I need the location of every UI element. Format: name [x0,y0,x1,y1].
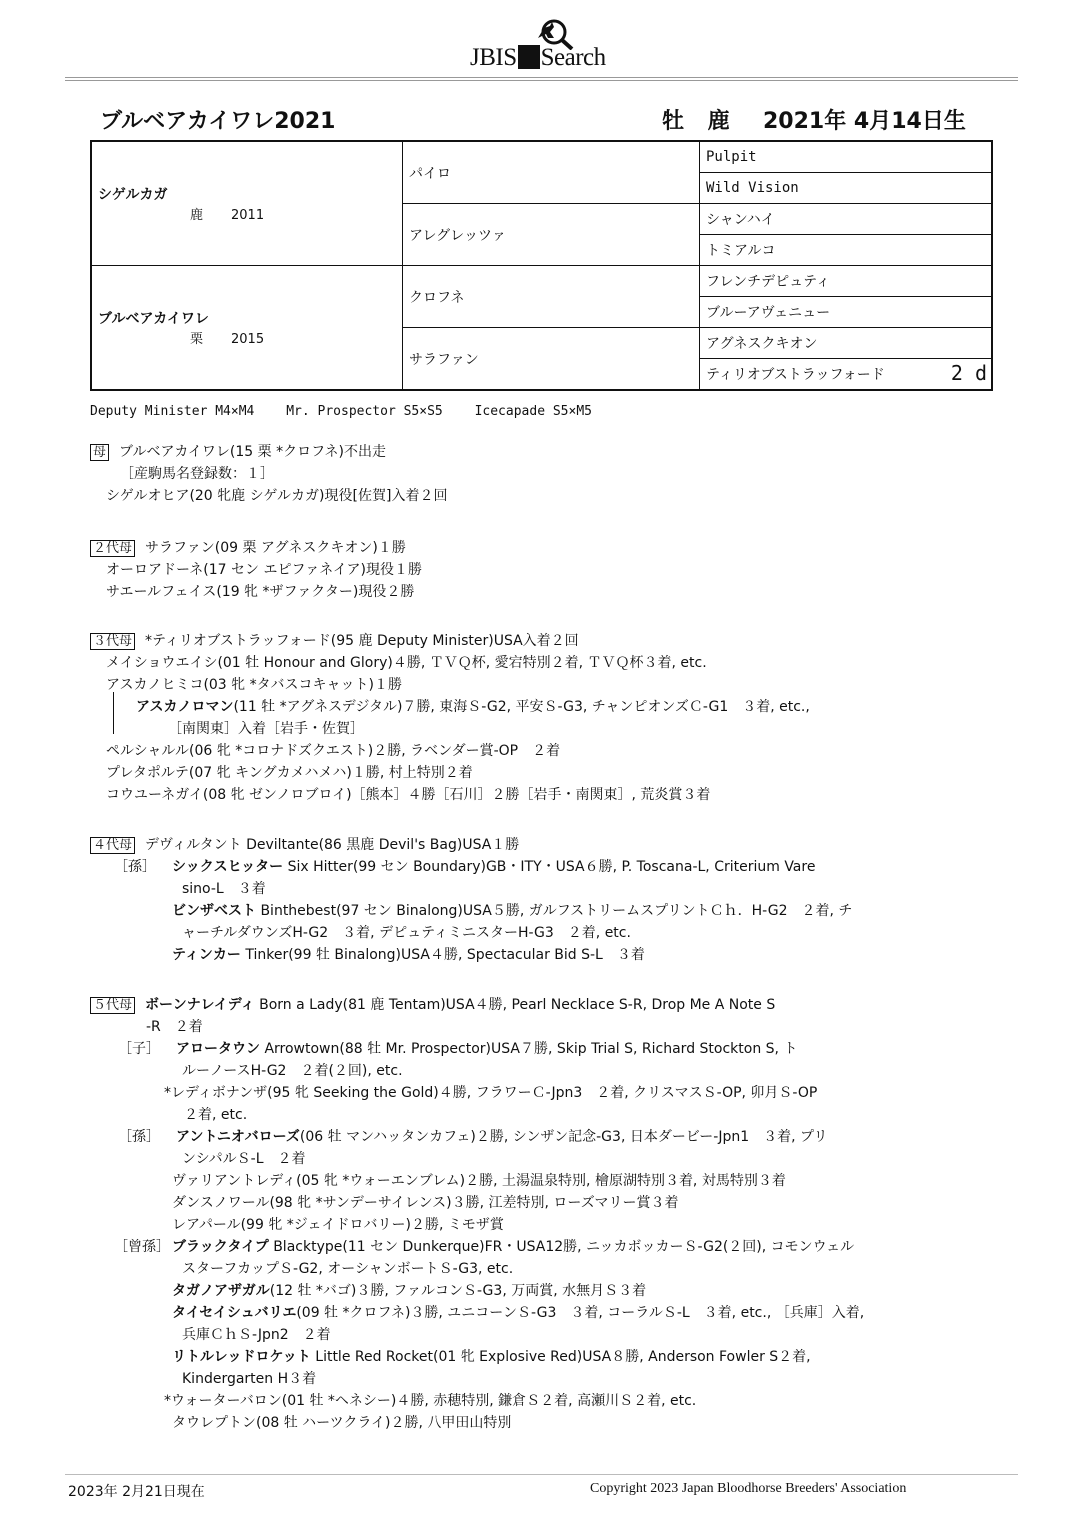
sire-year: 2011 [231,208,265,223]
family-line [106,559,422,579]
relation-label: ［曾孫］ [114,1239,170,1255]
family-text: ［産駒馬名登録数：１］ [120,466,274,482]
sire-color: 鹿 [190,208,204,223]
inbreeding-item: Icecapade S5×M5 [474,404,592,419]
gen3-cell: Wild Vision [700,173,993,204]
family-line [182,1324,331,1344]
family-line [182,1258,513,1278]
family-line [172,1214,504,1234]
footer-rule [65,1474,1018,1475]
family-line [106,674,402,694]
horse-name-bold: ブラックタイプ [172,1239,269,1255]
family-text: コウユーネガイ(08 牝 ゼンノロブロイ)［熊本］４勝［石川］２勝［岩手・南関東］, 荒炎賞３着 [106,787,711,803]
gen3-name: ティリオブストラッフォード [706,367,885,383]
family-line [184,1104,247,1124]
horse-name-bold: アスカノロマン [136,699,234,715]
horse-name-bold: タガノアザガル [172,1283,270,1299]
family-text: ２着, etc. [184,1107,248,1123]
family-text: -R ２着 [146,1019,203,1035]
family-line [90,441,386,461]
family-text: (09 牡 *クロフネ)３勝, ユニコーンＳ-G3 ３着, コーラルＳ-L ３着, etc., ［兵庫］入着, [296,1305,865,1321]
family-line [90,834,519,854]
dam-sire-cell: クロフネ [403,266,700,328]
logo-right-text: Search [540,44,606,71]
family-text: メイショウエイシ(01 牡 Honour and Glory)４勝, ＴＶＱ杯, 愛宕特別２着, ＴＶＱ杯３着, etc. [106,655,707,671]
family-line [182,878,266,898]
family-text: ルーノースH-G2 ２着(２回), etc. [182,1063,403,1079]
family-text: *レディボナンザ(95 牝 Seeking the Gold)４勝, フラワーＣ-Jpn3 ２着, クリスマスＳ-OP, 卯月Ｓ-OP [164,1085,818,1101]
family-line [90,994,775,1014]
family-line [164,1390,696,1410]
horse-name-bold: ティンカー [172,947,241,963]
family-text: ンシパルＳ-L ２着 [182,1151,306,1167]
gen3-cell: シャンハイ [700,204,993,235]
family-text: Kindergarten H３着 [182,1371,317,1387]
family-line [182,1368,316,1388]
family-line [106,762,473,782]
family-text: サラファン(09 栗 アグネスクキオン)１勝 [145,540,406,556]
family-line [172,1346,811,1366]
family-text: (12 牡 *バゴ)３勝, ファルコンＳ-G3, 万両賞, 水無月Ｓ３着 [269,1283,647,1299]
horse-name-bold: タイセイシュバリエ [172,1305,297,1321]
horse-sex-color: 牡 鹿 [662,109,738,134]
family-line [182,1060,403,1080]
family-line [90,537,406,557]
family-text: アスカノヒミコ(03 牝 *タバスコキャット)１勝 [106,677,402,693]
family-text: サエールフェイス(19 牝 *ザファクター)現役２勝 [106,584,415,600]
family-text: レアパール(99 牝 *ジェイドロバリー)２勝, ミモザ賞 [172,1217,504,1233]
jbis-search-logo [470,18,640,74]
dam-name: ブルベアカイワレ [98,311,209,327]
family-line [146,1016,203,1036]
horse-name-bold: ボーンナレイディ [145,997,255,1013]
relation-label: ［子］ [118,1041,160,1057]
family-text: オーロアドーネ(17 セン エピファネイア)現役１勝 [106,562,422,578]
family-text: *ティリオブストラッフォード(95 鹿 Deputy Minister)USA入着２回 [145,633,579,649]
family-line [182,922,631,942]
family-text: Tinker(99 牡 Binalong)USA４勝, Spectacular Bid S-L ３着 [240,947,645,963]
horse-name-bold: リトルレッドロケット [172,1349,311,1365]
family-line [172,1170,786,1190]
family-text: Born a Lady(81 鹿 Tentam)USA４勝, Pearl Necklace S-R, Drop Me A Note S [254,997,776,1013]
family-line [106,485,447,505]
dam-cell [91,266,403,391]
as-of-date: 2023年 2月21日現在 [68,1484,205,1500]
sire-cell [91,141,403,266]
family-text: Little Red Rocket(01 牝 Explosive Red)USA８勝, Anderson Fowler S２着, [310,1349,811,1365]
horse-name: ブルベアカイワレ2021 [100,109,336,134]
family-line [106,740,560,760]
family-text: タウレプトン(08 牡 ハーツクライ)２勝, 八甲田山特別 [172,1415,512,1431]
family-text: sino-L ３着 [182,881,266,897]
generation-tag: ２代母 [90,540,135,557]
gen3-cell: フレンチデピュティ [700,266,993,297]
horse-name-bold: アロータウン [176,1041,260,1057]
family-line [172,1192,678,1212]
logo-left-text: JBIS [470,44,517,71]
family-text: (06 牡 マンハッタンカフェ)２勝, シンザン記念-G3, 日本ダービー-Jpn1 ３着, プリ [299,1129,828,1145]
relation-label: ［孫］ [114,859,156,875]
family-text: シゲルオヒア(20 牝鹿 シゲルカガ)現役[佐賀]入着２回 [106,488,448,504]
family-line [172,900,852,920]
family-text: ダンスノワール(98 牝 *サンデーサイレンス)３勝, 江差特別, ローズマリー賞３着 [172,1195,679,1211]
copyright: Copyright 2023 Japan Bloodhorse Breeders' Association [590,1481,907,1496]
pedigree-table [90,140,993,391]
family-line [120,463,274,483]
family-line [136,696,810,716]
family-line [114,856,815,876]
horse-name-bold: シックスヒッター [172,859,284,875]
family-text: ブルベアカイワレ(15 栗 *クロフネ)不出走 [119,444,386,460]
family-line [172,1302,864,1322]
family-line [172,1280,646,1300]
generation-tag: ３代母 [90,633,135,650]
family-line [106,784,710,804]
family-line [106,652,707,672]
inbreeding-item: Mr. Prospector S5×S5 [286,404,443,419]
gen3-cell: Pulpit [700,141,993,173]
generation-tag: 母 [90,444,109,461]
inbreeding-line [90,404,616,419]
horse-birth-date: 2021年 4月14日生 [763,109,966,134]
relation-label: ［孫］ [118,1129,160,1145]
family-text: (11 牡 *アグネスデジタル)７勝, 東海Ｓ-G2, 平安Ｓ-G3, チャンピオンズＣ-G1 ３着, etc., [233,699,810,715]
gen3-cell: アグネスクキオン [700,328,993,359]
generation-tag: ５代母 [90,997,135,1014]
family-line [118,1126,827,1146]
sire-name: シゲルカガ [98,187,168,203]
family-text: Binthebest(97 セン Binalong)USA５勝, ガルフストリームスプリントＣｈ．H-G2 ２着, チ [256,903,853,919]
family-text: Arrowtown(88 牡 Mr. Prospector)USA７勝, Skip Trial S, Richard Stockton S, ト [260,1041,798,1057]
family-text: Six Hitter(99 セン Boundary)GB・ITY・USA６勝, P. Toscana-L, Criterium Vare [283,859,816,875]
header-rule [65,77,1018,78]
family-line [90,630,579,650]
inbreed-mark: 2 d [950,361,987,385]
family-line [114,1236,854,1256]
family-text: Blacktype(11 セン Dunkerque)FR・USA12勝, ニッカボッカーＳ-G2(２回), コモンウェル [268,1239,855,1255]
gen3-cell [700,359,993,391]
family-text: ペルシャルル(06 牝 *コロナドズクエスト)２勝, ラベンダー賞-OP ２着 [106,743,561,759]
family-text: *ウォーターバロン(01 牡 *ヘネシー)４勝, 赤穂特別, 鎌倉Ｓ２着, 高瀬川Ｓ２着, etc. [164,1393,697,1409]
family-text: プレタポルテ(07 牝 キングカメハメハ)１勝, 村上特別２着 [106,765,473,781]
inbreeding-item: Deputy Minister M4×M4 [90,404,255,419]
family-line [182,1148,306,1168]
family-line [106,581,414,601]
generation-tag: ４代母 [90,837,135,854]
family-text: 兵庫ＣｈＳ-Jpn2 ２着 [182,1327,331,1343]
horse-name-bold: アントニオバローズ [176,1129,300,1145]
family-line [168,718,364,738]
family-text: ヴァリアントレディ(05 牝 *ウォーエンブレム)２勝, 土湯温泉特別, 檜原湖特別３着, 対馬特別３着 [172,1173,786,1189]
family-line [172,1412,511,1432]
horse-name-bold: ビンザベスト [172,903,256,919]
header-rule-2 [65,80,1018,81]
family-line [164,1082,817,1102]
family-line [118,1038,797,1058]
dam-dam-cell: サラファン [403,328,700,391]
family-line [172,944,645,964]
dam-color: 栗 [190,332,204,347]
dam-year: 2015 [231,332,265,347]
family-text: ャーチルダウンズH-G2 ３着, デピュティミニスターH-G3 ２着, etc. [182,925,631,941]
family-text: ［南関東］入着［岩手・佐賀］ [168,721,364,737]
sire-sire-cell: パイロ [403,141,700,204]
family-text: スターフカップＳ-G2, オーシャンボートＳ-G3, etc. [182,1261,514,1277]
gen3-cell: トミアルコ [700,235,993,266]
gen3-cell: ブルーアヴェニュー [700,297,993,328]
family-text: デヴィルタント Deviltante(86 黒鹿 Devil's Bag)USA１勝 [145,837,520,853]
sibling-bracket [113,692,114,734]
sire-dam-cell: アレグレッツァ [403,204,700,266]
